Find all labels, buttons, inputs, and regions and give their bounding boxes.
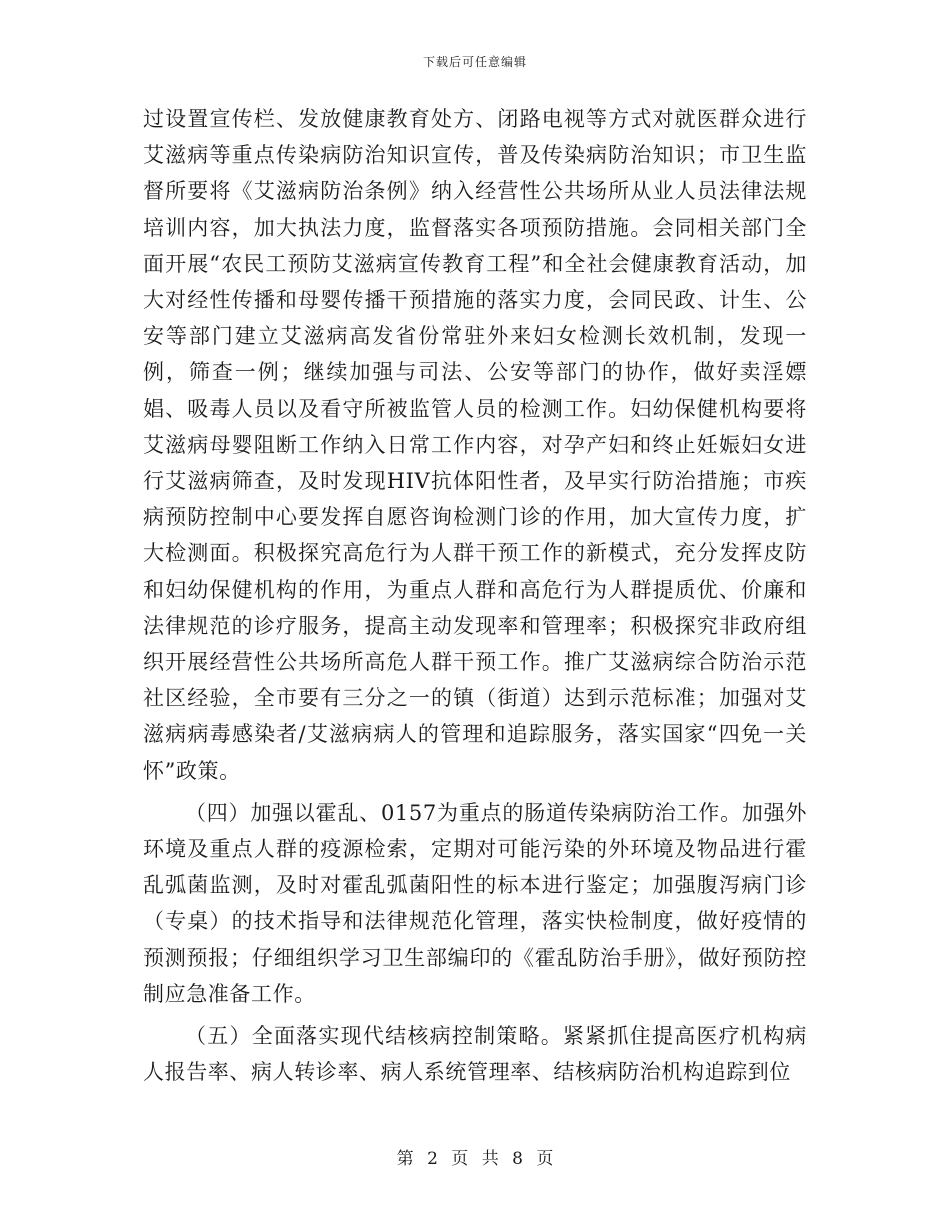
page-label-suffix: 页 (536, 1149, 554, 1169)
paragraph-section-four: （四）加强以霍乱、0157为重点的肠道传染病防治工作。加强外环境及重点人群的疫源检索，定期对可能污染的外环境及物品进行霍乱弧菌监测，及时对霍乱弧菌阳性的标本进行鉴定；加强腹泻病门诊（专桌）的技术指导和法律规范化管理，落实快检制度，做好疫情的预测预报；仔细组织学习卫生部编印的《霍乱防治手册》，做好预防控制应急准备工作。 (143, 800, 807, 1006)
page-label-mid: 页 (451, 1149, 469, 1169)
page-total-prefix: 共 (481, 1149, 499, 1169)
paragraph-section-five: （五）全面落实现代结核病控制策略。紧紧抓住提高医疗机构病人报告率、病人转诊率、病人系统管理率、结核病防治机构追踪到位 (143, 1024, 807, 1085)
page-header-note: 下载后可任意编辑 (422, 55, 527, 69)
page-footer (0, 1144, 950, 1169)
page-current-number: 2 (427, 1149, 438, 1169)
paragraph-continued: 过设置宣传栏、发放健康教育处方、闭路电视等方式对就医群众进行艾滋病等重点传染病防治知识宣传，普及传染病防治知识；市卫生监督所要将《艾滋病防治条例》纳入经营性公共场所从业人员法律法规培训内容，加大执法力度，监督落实各项预防措施。会同相关部门全面开展“农民工预防艾滋病宣传教育工程”和全社会健康教育活动，加大对经性传播和母婴传播干预措施的落实力度，会同民政、计生、公安等部门建立艾滋病高发省份常驻外来妇女检测长效机制，发现一例，筛查一例；继续加强与司法、公安等部门的协作，做好卖淫嫖娼、吸毒人员以及看守所被监管人员的检测工作。妇幼保健机构要将艾滋病母婴阻断工作纳入日常工作内容，对孕产妇和终止妊娠妇女进行艾滋病筛查，及时发现HIV抗体阳性者，及早实行防治措施；市疾病预防控制中心要发挥自愿咨询检测门诊的作用，加大宣传力度，扩大检测面。积极探究高危行为人群干预工作的新模式，充分发挥皮防和妇幼保健机构的作用，为重点人群和高危行为人群提质优、价廉和法律规范的诊疗服务，提高主动发现率和管理率；积极探究非政府组织开展经营性公共场所高危人群干预工作。推广艾滋病综合防治示范社区经验，全市要有三分之一的镇（街道）达到示范标准；加强对艾滋病病毒感染者/艾滋病病人的管理和追踪服务，落实国家“四免一关怀”政策。 (143, 107, 807, 783)
page-total-number: 8 (512, 1149, 523, 1169)
page-label-prefix: 第 (396, 1149, 414, 1169)
document-body (143, 101, 807, 1090)
